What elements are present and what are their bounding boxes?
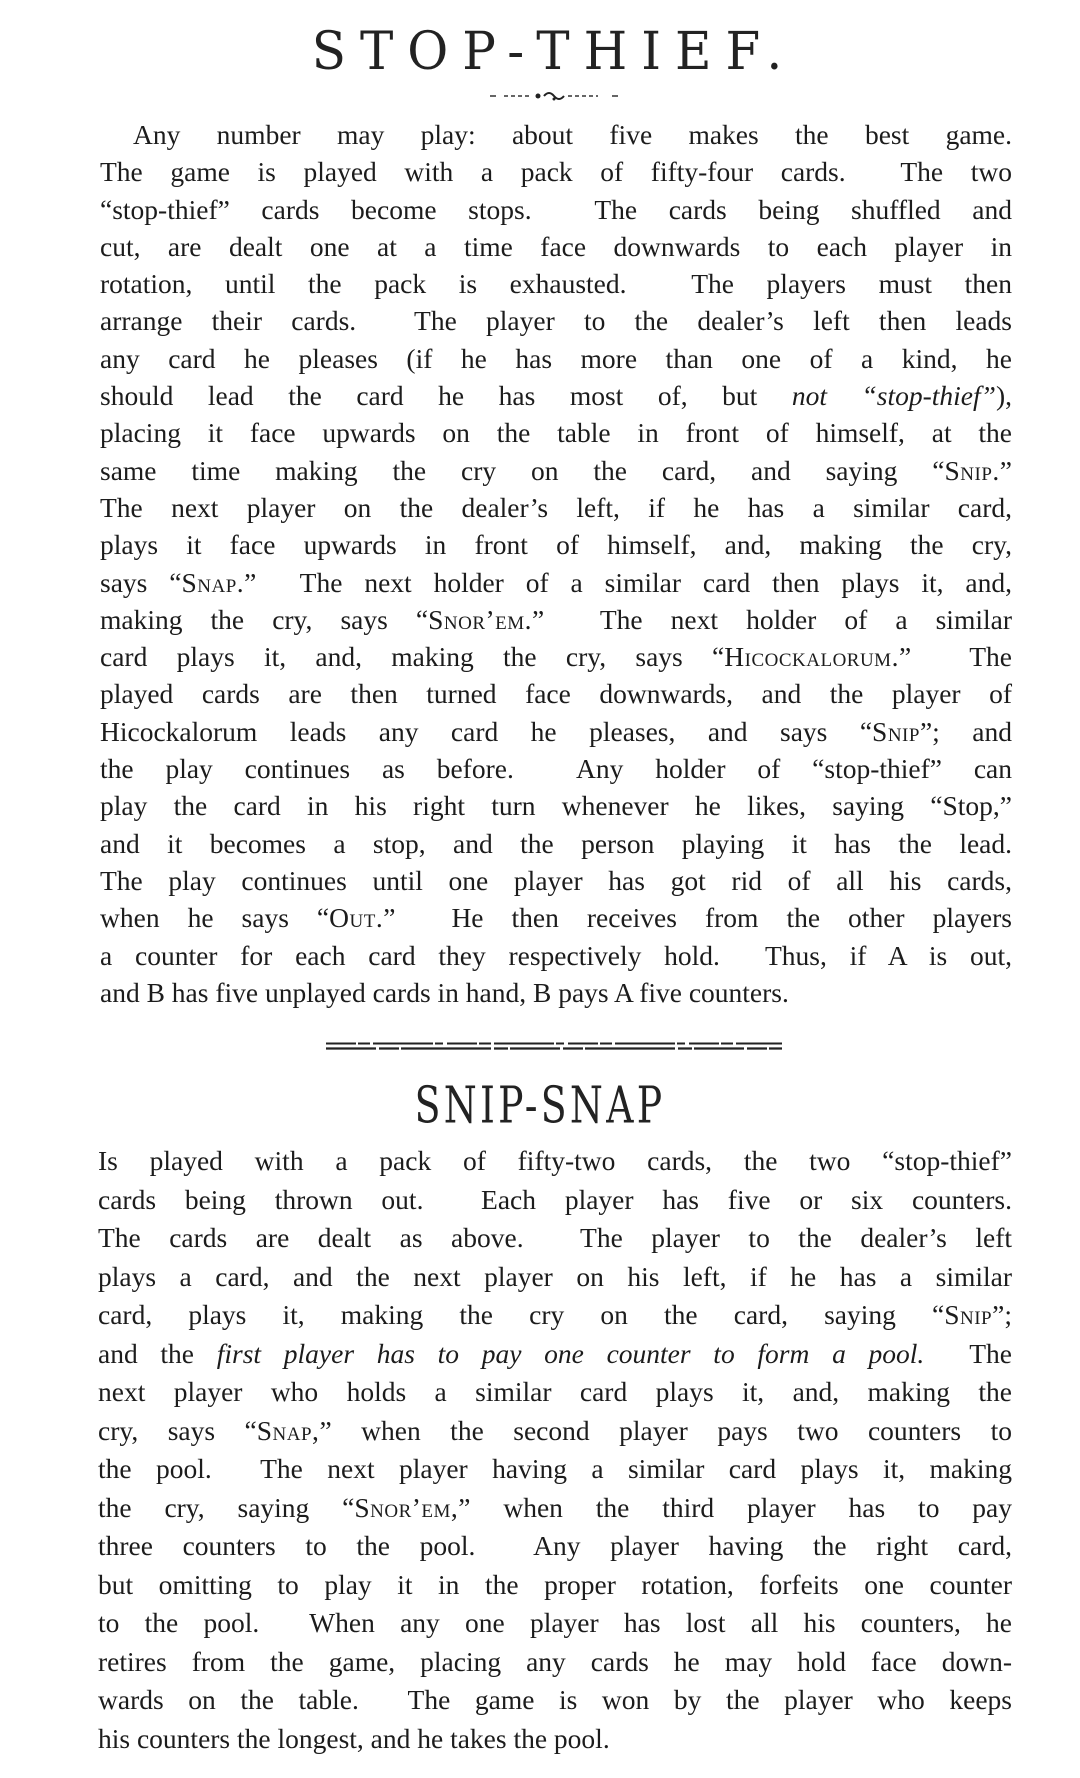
text-segment: any card he pleases (if he has more than one of a kind, he [100, 342, 1012, 374]
text-segment: three counters to the pool. Any player having the right card, [98, 1530, 1012, 1561]
text-segment: ” The next holder of a similar card then plays it, and, [244, 566, 1012, 598]
text-line [100, 153, 1012, 190]
text-line [98, 1489, 1012, 1528]
section-title-stop-thief: STOP-THIEF. [311, 20, 797, 82]
small-caps-text: Snip [872, 715, 920, 747]
text-segment: and the [98, 1337, 217, 1369]
text-segment: ” He then receives from the other players [383, 902, 1012, 934]
text-segment: Any number may play: about five makes the best game. [133, 119, 1012, 150]
text-segment: and it becomes a stop, and the person playing it has the lead. [100, 827, 1012, 859]
text-segment: ”; and [919, 715, 1012, 747]
text-segment: ), [995, 380, 1012, 412]
text-segment: ” when the second player pays two counters to [319, 1414, 1012, 1446]
small-caps-text: Snip. [944, 454, 1000, 486]
text-segment: plays it face upwards in front of himself, and, making the cry, [100, 529, 1012, 561]
text-segment: rotation, until the pack is exhausted. The players must then [100, 268, 1012, 300]
text-line [98, 1681, 1012, 1720]
text-segment: when he says “ [100, 902, 330, 934]
small-caps-text: Snor’em, [354, 1491, 459, 1523]
text-segment: The game is played with a pack of fifty-four cards. The two [100, 156, 1012, 188]
section-body-snip-snap [98, 1142, 1012, 1758]
text-segment: the cry, saying “ [98, 1491, 355, 1523]
text-segment: next player who holds a similar card plays it, and, making the [98, 1376, 1012, 1407]
text-segment: making the cry, says “ [100, 603, 429, 635]
text-line [100, 601, 1012, 638]
ornament-divider-icon [490, 90, 620, 102]
text-segment: his counters the longest, and he takes the pool. [98, 1722, 610, 1754]
small-caps-text: Hicockalorum. [724, 641, 899, 673]
section-body-stop-thief [100, 116, 1012, 1011]
text-segment: retires from the game, placing any cards he may hold face down- [98, 1645, 1012, 1677]
text-segment: cry, says “ [98, 1414, 257, 1446]
text-segment: played cards are then turned face downwards, and the player of [100, 678, 1012, 710]
text-segment: The [924, 1337, 1012, 1369]
text-segment: ” The [898, 641, 1012, 673]
text-line [100, 265, 1012, 302]
text-segment: but omitting to play it in the proper rotation, forfeits one counter [98, 1568, 1012, 1600]
text-line [100, 414, 1012, 451]
small-caps-text: Snor’em. [428, 603, 533, 635]
text-line [100, 638, 1012, 675]
text-line [98, 1450, 1012, 1489]
text-segment: Hicockalorum leads any card he pleases, and says “ [100, 715, 873, 747]
text-segment: and B has five unplayed cards in hand, B pays A five counters. [100, 976, 789, 1008]
text-line [98, 1296, 1012, 1335]
text-line [98, 1527, 1012, 1566]
text-segment: “stop-thief” cards become stops. The cards being shuffled and [100, 193, 1012, 225]
text-segment: ” The next holder of a similar [532, 603, 1012, 635]
text-line [100, 340, 1012, 377]
small-caps-text: Snap, [256, 1414, 320, 1446]
text-line [100, 191, 1012, 228]
text-line [100, 489, 1012, 526]
text-segment: arrange their cards. The player to the dealer’s left then leads [100, 305, 1012, 337]
text-segment: placing it face upwards on the table in front of himself, at the [100, 417, 1012, 449]
text-segment: plays a card, and the next player on his left, if he has a similar [98, 1260, 1012, 1292]
text-line [98, 1412, 1012, 1451]
text-line [100, 713, 1012, 750]
text-segment: cut, are dealt one at a time face downwards to each player in [100, 230, 1012, 262]
double-rule-divider [326, 1041, 782, 1051]
text-segment: card, plays it, making the cry on the card, saying “ [98, 1299, 945, 1330]
text-segment: The play continues until one player has got rid of all his cards, [100, 864, 1012, 896]
small-caps-text: Out. [329, 902, 384, 934]
italic-text: first player has to pay one counter to form a pool. [216, 1337, 925, 1369]
text-line [100, 564, 1012, 601]
text-line [100, 825, 1012, 862]
text-line [100, 750, 1012, 787]
text-line [98, 1373, 1012, 1412]
small-caps-text: Snip [944, 1299, 993, 1330]
text-line [100, 675, 1012, 712]
text-segment: ” when the third player has to pay [458, 1491, 1012, 1523]
text-segment: says “ [100, 566, 182, 598]
text-line [98, 1643, 1012, 1682]
text-line [100, 899, 1012, 936]
text-line [100, 974, 1012, 1011]
text-segment: wards on the table. The game is won by the player who keeps [98, 1684, 1012, 1715]
text-line [98, 1181, 1012, 1220]
text-segment: a counter for each card they respectively hold. Thus, if A is out, [100, 939, 1012, 971]
text-line [100, 116, 1012, 153]
text-segment: ” [999, 454, 1012, 486]
text-line [98, 1258, 1012, 1297]
small-caps-text: Snap. [181, 566, 245, 598]
text-line [98, 1219, 1012, 1258]
text-segment: play the card in his right turn whenever he likes, saying “Stop,” [100, 790, 1012, 822]
text-segment: to the pool. When any one player has lost all his counters, he [98, 1607, 1012, 1638]
text-line [98, 1566, 1012, 1605]
text-line [100, 862, 1012, 899]
text-line [98, 1604, 1012, 1643]
text-segment: should lead the card he has most of, but [100, 380, 792, 412]
text-line [100, 302, 1012, 339]
text-line [100, 787, 1012, 824]
text-segment: Is played with a pack of fifty-two cards, the two “stop-thief” [98, 1145, 1012, 1176]
text-line [100, 228, 1012, 265]
italic-text: not “stop-thief” [791, 380, 996, 412]
text-line [100, 452, 1012, 489]
text-segment: ”; [992, 1299, 1012, 1330]
text-segment: cards being thrown out. Each player has five or six counters. [98, 1183, 1012, 1215]
text-line [100, 526, 1012, 563]
text-line [100, 937, 1012, 974]
text-line [98, 1142, 1012, 1181]
text-segment: the pool. The next player having a similar card plays it, making [98, 1453, 1012, 1484]
text-segment: The next player on the dealer’s left, if he has a similar card, [100, 491, 1012, 523]
text-segment: the play continues as before. Any holder of “stop-thief” can [100, 753, 1012, 785]
text-segment: same time making the cry on the card, and saying “ [100, 454, 945, 486]
text-segment: The cards are dealt as above. The player to the dealer’s left [98, 1222, 1012, 1253]
text-line [98, 1335, 1012, 1374]
text-line [100, 377, 1012, 414]
text-line [98, 1720, 1012, 1759]
section-title-snip-snap: SNIP-SNAP [414, 1075, 666, 1135]
text-segment: card plays it, and, making the cry, says “ [100, 641, 725, 673]
